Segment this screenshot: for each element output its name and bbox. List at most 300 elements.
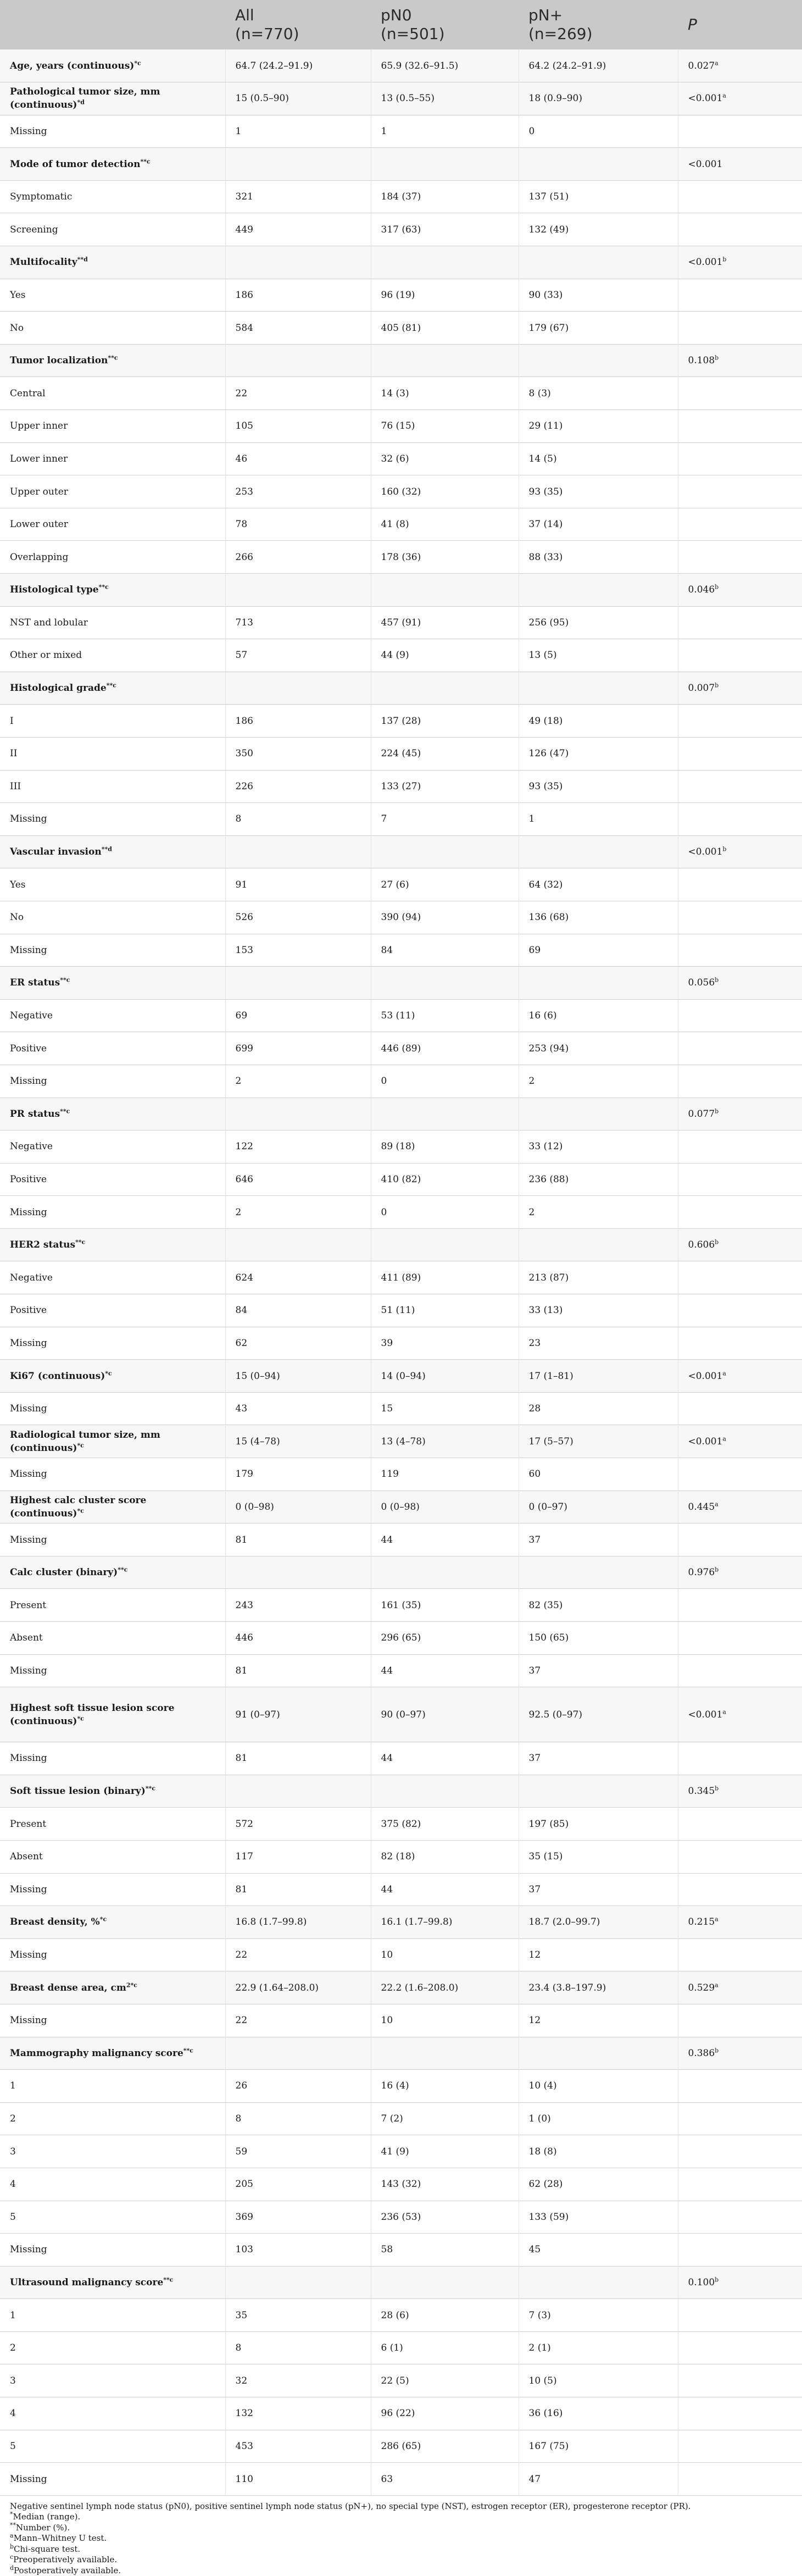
row-label-footnote-mark: *c [77,1507,84,1515]
cell-pnp: 37 [519,1742,678,1775]
row-label-text: Positive [10,1173,47,1185]
table-row [0,574,802,607]
row-label [0,246,225,279]
cell-pn0: 119 [371,1458,519,1491]
cell-pnp: 93 (35) [519,770,678,803]
cell-pnp: 90 (33) [519,279,678,312]
table-row [0,2168,802,2201]
cell-all: 186 [225,705,371,738]
cell-pnp: 179 (67) [519,312,678,345]
table-row [0,1360,802,1393]
cell-pnp: 12 [519,2004,678,2037]
row-label-footnote-mark: **c [106,682,116,689]
header-all [225,0,371,49]
cell-p-value [678,1098,802,1131]
cell-pnp: 47 [519,2463,678,2496]
cell-pnp: 37 (14) [519,508,678,541]
row-label-text: Present [10,1818,47,1830]
table-row [0,835,802,868]
cell-pn0: 0 [371,1065,519,1098]
header-pn0 [371,0,519,49]
cell-pn0: 7 [371,803,519,836]
cell-pn0 [371,574,519,607]
row-label-text: Age, years (continuous) [10,60,135,71]
row-label-text: Missing [10,1534,47,1545]
p-value-text: <0.001 [688,846,723,858]
cell-all: 526 [225,901,371,934]
footnote-mark: * [10,2511,13,2518]
p-value-footnote-mark: b [715,1566,719,1574]
row-label-text: II [10,748,18,760]
row-label [0,737,225,770]
row-label [0,639,225,672]
cell-p-value [678,2430,802,2463]
row-label-text: 2 [10,2342,16,2354]
cell-pn0 [371,672,519,705]
row-label-text: HER2 status [10,1239,76,1251]
p-value-footnote-mark: b [715,583,719,591]
footnote [10,2501,792,2512]
cell-all: 2 [225,1065,371,1098]
cell-p-value [678,934,802,967]
cell-p-value [678,442,802,475]
cell-pnp: 133 (59) [519,2201,678,2234]
table-row [0,1840,802,1873]
footnote-mark: c [10,2553,14,2561]
table-row [0,1131,802,1164]
cell-pnp: 12 [519,1938,678,1971]
cell-pnp [519,1556,678,1589]
cell-pn0: 53 (11) [371,999,519,1032]
cell-p-value [678,1654,802,1687]
cell-pnp: 33 (12) [519,1131,678,1164]
cell-pnp: 17 (1–81) [519,1360,678,1393]
row-label-text: Central [10,387,46,399]
cell-pnp: 93 (35) [519,475,678,508]
table-row [0,1906,802,1939]
row-label-footnote-mark: **d [101,845,112,853]
footnote-text: Number (%). [16,2522,70,2533]
cell-p-value [678,312,802,345]
cell-p-value [678,639,802,672]
cell-all: 8 [225,2102,371,2135]
table-row [0,1098,802,1131]
row-label [0,2004,225,2037]
cell-all [225,1098,371,1131]
cell-p-value [678,1589,802,1622]
cell-all: 646 [225,1163,371,1196]
cell-pnp: 1 [519,803,678,836]
table-row [0,1491,802,1524]
cell-pnp: 29 (11) [519,410,678,443]
footnote [10,2523,792,2534]
table-row [0,246,802,279]
cell-all: 350 [225,737,371,770]
cell-all: 103 [225,2234,371,2267]
cell-p-value [678,2070,802,2103]
cell-pn0: 16 (4) [371,2070,519,2103]
cell-all: 35 [225,2299,371,2332]
cell-p-value [678,246,802,279]
row-label [0,1840,225,1873]
cell-p-value [678,1687,802,1742]
row-label-footnote-mark: **c [75,1238,86,1246]
cell-all: 205 [225,2168,371,2201]
cell-pn0: 22 (5) [371,2364,519,2397]
p-value-text: <0.001 [688,158,723,170]
footnote-mark: a [10,2532,14,2540]
footnote-text: Negative sentinel lymph node status (pN0), positive sentinel lymph node status (pN+), no special type (NST), estrogen receptor (ER), progesterone receptor (PR). [10,2501,691,2511]
row-label-text: Absent [10,1851,43,1863]
cell-p-value [678,868,802,901]
cell-pn0: 96 (19) [371,279,519,312]
cell-pnp: 62 (28) [519,2168,678,2201]
row-label-text: Negative [10,1141,53,1153]
row-label [0,1524,225,1556]
row-label [0,312,225,345]
cell-all: 62 [225,1327,371,1360]
row-label-footnote-mark: **c [60,976,70,984]
cell-pnp [519,672,678,705]
cell-p-value [678,1840,802,1873]
cell-pnp [519,148,678,181]
p-value-text: 0.386 [688,2047,715,2059]
row-label-text: Breast density, % [10,1916,100,1928]
row-label [0,1098,225,1131]
footnote-mark: d [10,2564,14,2572]
row-label-footnote-mark: *c [134,59,141,67]
cell-p-value [678,737,802,770]
cell-all: 321 [225,180,371,213]
cell-pn0: 28 (6) [371,2299,519,2332]
cell-all: 713 [225,606,371,639]
row-label [0,1906,225,1939]
cell-pn0: 161 (35) [371,1589,519,1622]
cell-p-value [678,1775,802,1808]
row-label-footnote-mark: **c [118,1566,128,1574]
cell-pn0 [371,2037,519,2070]
row-label [0,180,225,213]
row-label-text: Vascular invasion [10,846,102,858]
cell-pnp: 23 [519,1327,678,1360]
cell-pn0: 390 (94) [371,901,519,934]
cell-p-value [678,1131,802,1164]
p-value-text: 0.606 [688,1239,715,1251]
table-row [0,1524,802,1556]
row-label [0,1938,225,1971]
table-row [0,279,802,312]
cell-pnp: 8 (3) [519,377,678,410]
row-label [0,2397,225,2430]
cell-pnp [519,574,678,607]
unit-superscript: 2 [126,1981,131,1988]
cell-p-value [678,1294,802,1327]
cell-p-value [678,1065,802,1098]
cell-pnp: 167 (75) [519,2430,678,2463]
cell-pn0: 10 [371,1938,519,1971]
cell-all: 253 [225,475,371,508]
cell-all: 122 [225,1131,371,1164]
p-value-footnote-mark: b [715,2276,719,2284]
cell-all: 43 [225,1392,371,1425]
table-row [0,737,802,770]
row-label-text: Overlapping [10,551,69,563]
cell-all: 8 [225,803,371,836]
cell-all: 57 [225,639,371,672]
cell-p-value [678,835,802,868]
cell-pnp: 126 (47) [519,737,678,770]
row-label [0,803,225,836]
p-value-footnote-mark: b [715,2047,719,2054]
row-label-text: Missing [10,1469,47,1480]
cell-pn0: 296 (65) [371,1622,519,1655]
cell-p-value [678,672,802,705]
p-value-footnote-mark: a [722,1369,726,1377]
table-row [0,2299,802,2332]
table-row [0,541,802,574]
cell-p-value [678,999,802,1032]
row-label-footnote-mark: *d [77,98,85,106]
cell-p-value [678,1524,802,1556]
table-row [0,1065,802,1098]
row-label-footnote-mark: **c [108,354,118,362]
row-label-text: Highest soft tissue lesion score (continuous) [10,1702,175,1727]
row-label [0,1261,225,1294]
cell-pn0: 405 (81) [371,312,519,345]
table-row [0,1654,802,1687]
cell-p-value [678,1425,802,1458]
header-pn0-count: (n=501) [381,25,445,43]
cell-p-value [678,1491,802,1524]
p-value-footnote-mark: a [715,1500,719,1508]
cell-p-value [678,606,802,639]
footnotes [0,2496,802,2576]
cell-pnp: 1 (0) [519,2102,678,2135]
cell-p-value [678,2037,802,2070]
cell-pnp: 253 (94) [519,1032,678,1065]
row-label [0,2364,225,2397]
row-label-text: Pathological tumor size, mm (continuous) [10,86,160,111]
cell-pn0: 41 (9) [371,2135,519,2168]
row-label [0,1654,225,1687]
row-label-text: Missing [10,944,47,956]
table-header [0,0,802,49]
row-label-text: Missing [10,1337,47,1349]
cell-all: 8 [225,2331,371,2364]
cell-pnp: 36 (16) [519,2397,678,2430]
row-label-footnote-mark: **c [140,157,151,165]
row-label-footnote-mark: **c [163,2276,174,2284]
cell-pnp: 17 (5–57) [519,1425,678,1458]
p-value-text: 0.007 [688,683,715,694]
row-label-text: Negative [10,1272,53,1283]
cell-pn0: 63 [371,2463,519,2496]
cell-all: 449 [225,213,371,246]
cell-pn0: 13 (0.5–55) [371,82,519,115]
table-row [0,1458,802,1491]
footnote [10,2544,792,2555]
p-value-text: 0.345 [688,1786,715,1797]
row-label-text: Screening [10,224,58,235]
p-value-text: <0.001 [688,1370,723,1382]
cell-pn0 [371,835,519,868]
row-label [0,770,225,803]
row-label-text: 5 [10,2211,16,2223]
cell-p-value [678,1742,802,1775]
cell-pn0 [371,246,519,279]
cell-p-value [678,1873,802,1906]
table-row [0,1261,802,1294]
p-value-footnote-mark: a [715,1915,719,1923]
cell-p-value [678,1228,802,1261]
cell-pn0: 6 (1) [371,2331,519,2364]
table-body [0,49,802,2495]
cell-p-value [678,1906,802,1939]
cell-pnp: 45 [519,2234,678,2267]
p-value-footnote-mark: a [722,1708,726,1716]
row-label-text: No [10,912,24,923]
p-value-footnote-mark: b [722,845,727,853]
row-label [0,868,225,901]
footnote-text: Median (range). [13,2512,81,2522]
p-value-text: 0.445 [688,1501,715,1513]
cell-pn0: 224 (45) [371,737,519,770]
cell-pn0: 44 [371,1524,519,1556]
row-label-text: Upper outer [10,486,68,497]
table-row [0,967,802,1000]
row-label [0,49,225,82]
cell-all: 64.7 (24.2–91.9) [225,49,371,82]
cell-p-value [678,180,802,213]
cell-all: 22 [225,377,371,410]
cell-pn0: 446 (89) [371,1032,519,1065]
row-label-text: Lower inner [10,453,68,464]
cell-pn0: 286 (65) [371,2430,519,2463]
cell-all [225,1775,371,1808]
footnote-text: Postoperatively available. [14,2565,121,2575]
cell-pn0: 84 [371,934,519,967]
row-label-text: No [10,322,24,334]
table-row [0,508,802,541]
row-label-footnote-mark: **c [60,1107,70,1115]
cell-pnp [519,1228,678,1261]
cell-pnp: 18.7 (2.0–99.7) [519,1906,678,1939]
row-label [0,2102,225,2135]
cell-p-value [678,1808,802,1841]
cell-pnp: 236 (88) [519,1163,678,1196]
row-label-text: Present [10,1599,47,1611]
row-label [0,1458,225,1491]
row-label [0,934,225,967]
cell-pnp: 213 (87) [519,1261,678,1294]
cell-pnp [519,344,678,377]
cell-p-value [678,2266,802,2299]
table-row [0,1873,802,1906]
cell-p-value [678,1458,802,1491]
table-row [0,1228,802,1261]
cell-pn0 [371,344,519,377]
table-row [0,672,802,705]
cell-pnp: 82 (35) [519,1589,678,1622]
row-label [0,999,225,1032]
cell-all: 22 [225,2004,371,2037]
cell-p-value [678,410,802,443]
row-label [0,835,225,868]
row-label-text: Soft tissue lesion (binary) [10,1786,146,1797]
cell-pnp: 88 (33) [519,541,678,574]
footnote-text: Preoperatively available. [13,2555,118,2565]
header-all-title: All [235,6,254,24]
cell-all [225,246,371,279]
row-label [0,574,225,607]
cell-all: 624 [225,1261,371,1294]
row-label-text: Ultrasound malignancy score [10,2276,164,2288]
cell-all: 2 [225,1196,371,1229]
row-label [0,1425,225,1458]
table-row [0,1742,802,1775]
cell-pn0: 137 (28) [371,705,519,738]
cell-pnp: 136 (68) [519,901,678,934]
cell-pn0 [371,148,519,181]
row-label [0,2070,225,2103]
cell-all [225,672,371,705]
row-label [0,967,225,1000]
row-label [0,1196,225,1229]
row-label-text: Ki67 (continuous) [10,1370,105,1382]
table-row [0,180,802,213]
cell-all: 26 [225,2070,371,2103]
cell-pnp [519,967,678,1000]
table-row [0,901,802,934]
cell-pn0: 184 (37) [371,180,519,213]
table-row [0,1392,802,1425]
footnote-mark: b [10,2542,14,2550]
cell-pn0: 178 (36) [371,541,519,574]
cell-pn0: 14 (3) [371,377,519,410]
cell-p-value [678,705,802,738]
p-value-text: 0.529 [688,1982,715,1993]
row-label [0,344,225,377]
row-label-footnote-mark: **c [98,583,109,591]
table-row [0,2135,802,2168]
table-row [0,344,802,377]
cell-all: 69 [225,999,371,1032]
row-label-text: Missing [10,2244,47,2256]
cell-pnp: 49 (18) [519,705,678,738]
cell-p-value [678,508,802,541]
row-label-text: 3 [10,2375,16,2386]
cell-pn0 [371,1775,519,1808]
table-row [0,312,802,345]
cell-p-value [678,148,802,181]
table-row [0,1622,802,1655]
table-row [0,2266,802,2299]
p-value-footnote-mark: b [715,682,719,689]
p-value-text: 0.215 [688,1916,715,1928]
table-row [0,2430,802,2463]
row-label-text: Missing [10,813,47,825]
cell-pnp: 10 (5) [519,2364,678,2397]
cell-pn0: 41 (8) [371,508,519,541]
cell-pnp: 256 (95) [519,606,678,639]
row-label-text: Missing [10,1206,47,1218]
cell-pnp: 18 (8) [519,2135,678,2168]
p-value-text: <0.001 [688,1436,723,1447]
cell-p-value [678,115,802,148]
cell-p-value [678,1360,802,1393]
cell-pnp: 2 [519,1196,678,1229]
cell-all: 81 [225,1742,371,1775]
